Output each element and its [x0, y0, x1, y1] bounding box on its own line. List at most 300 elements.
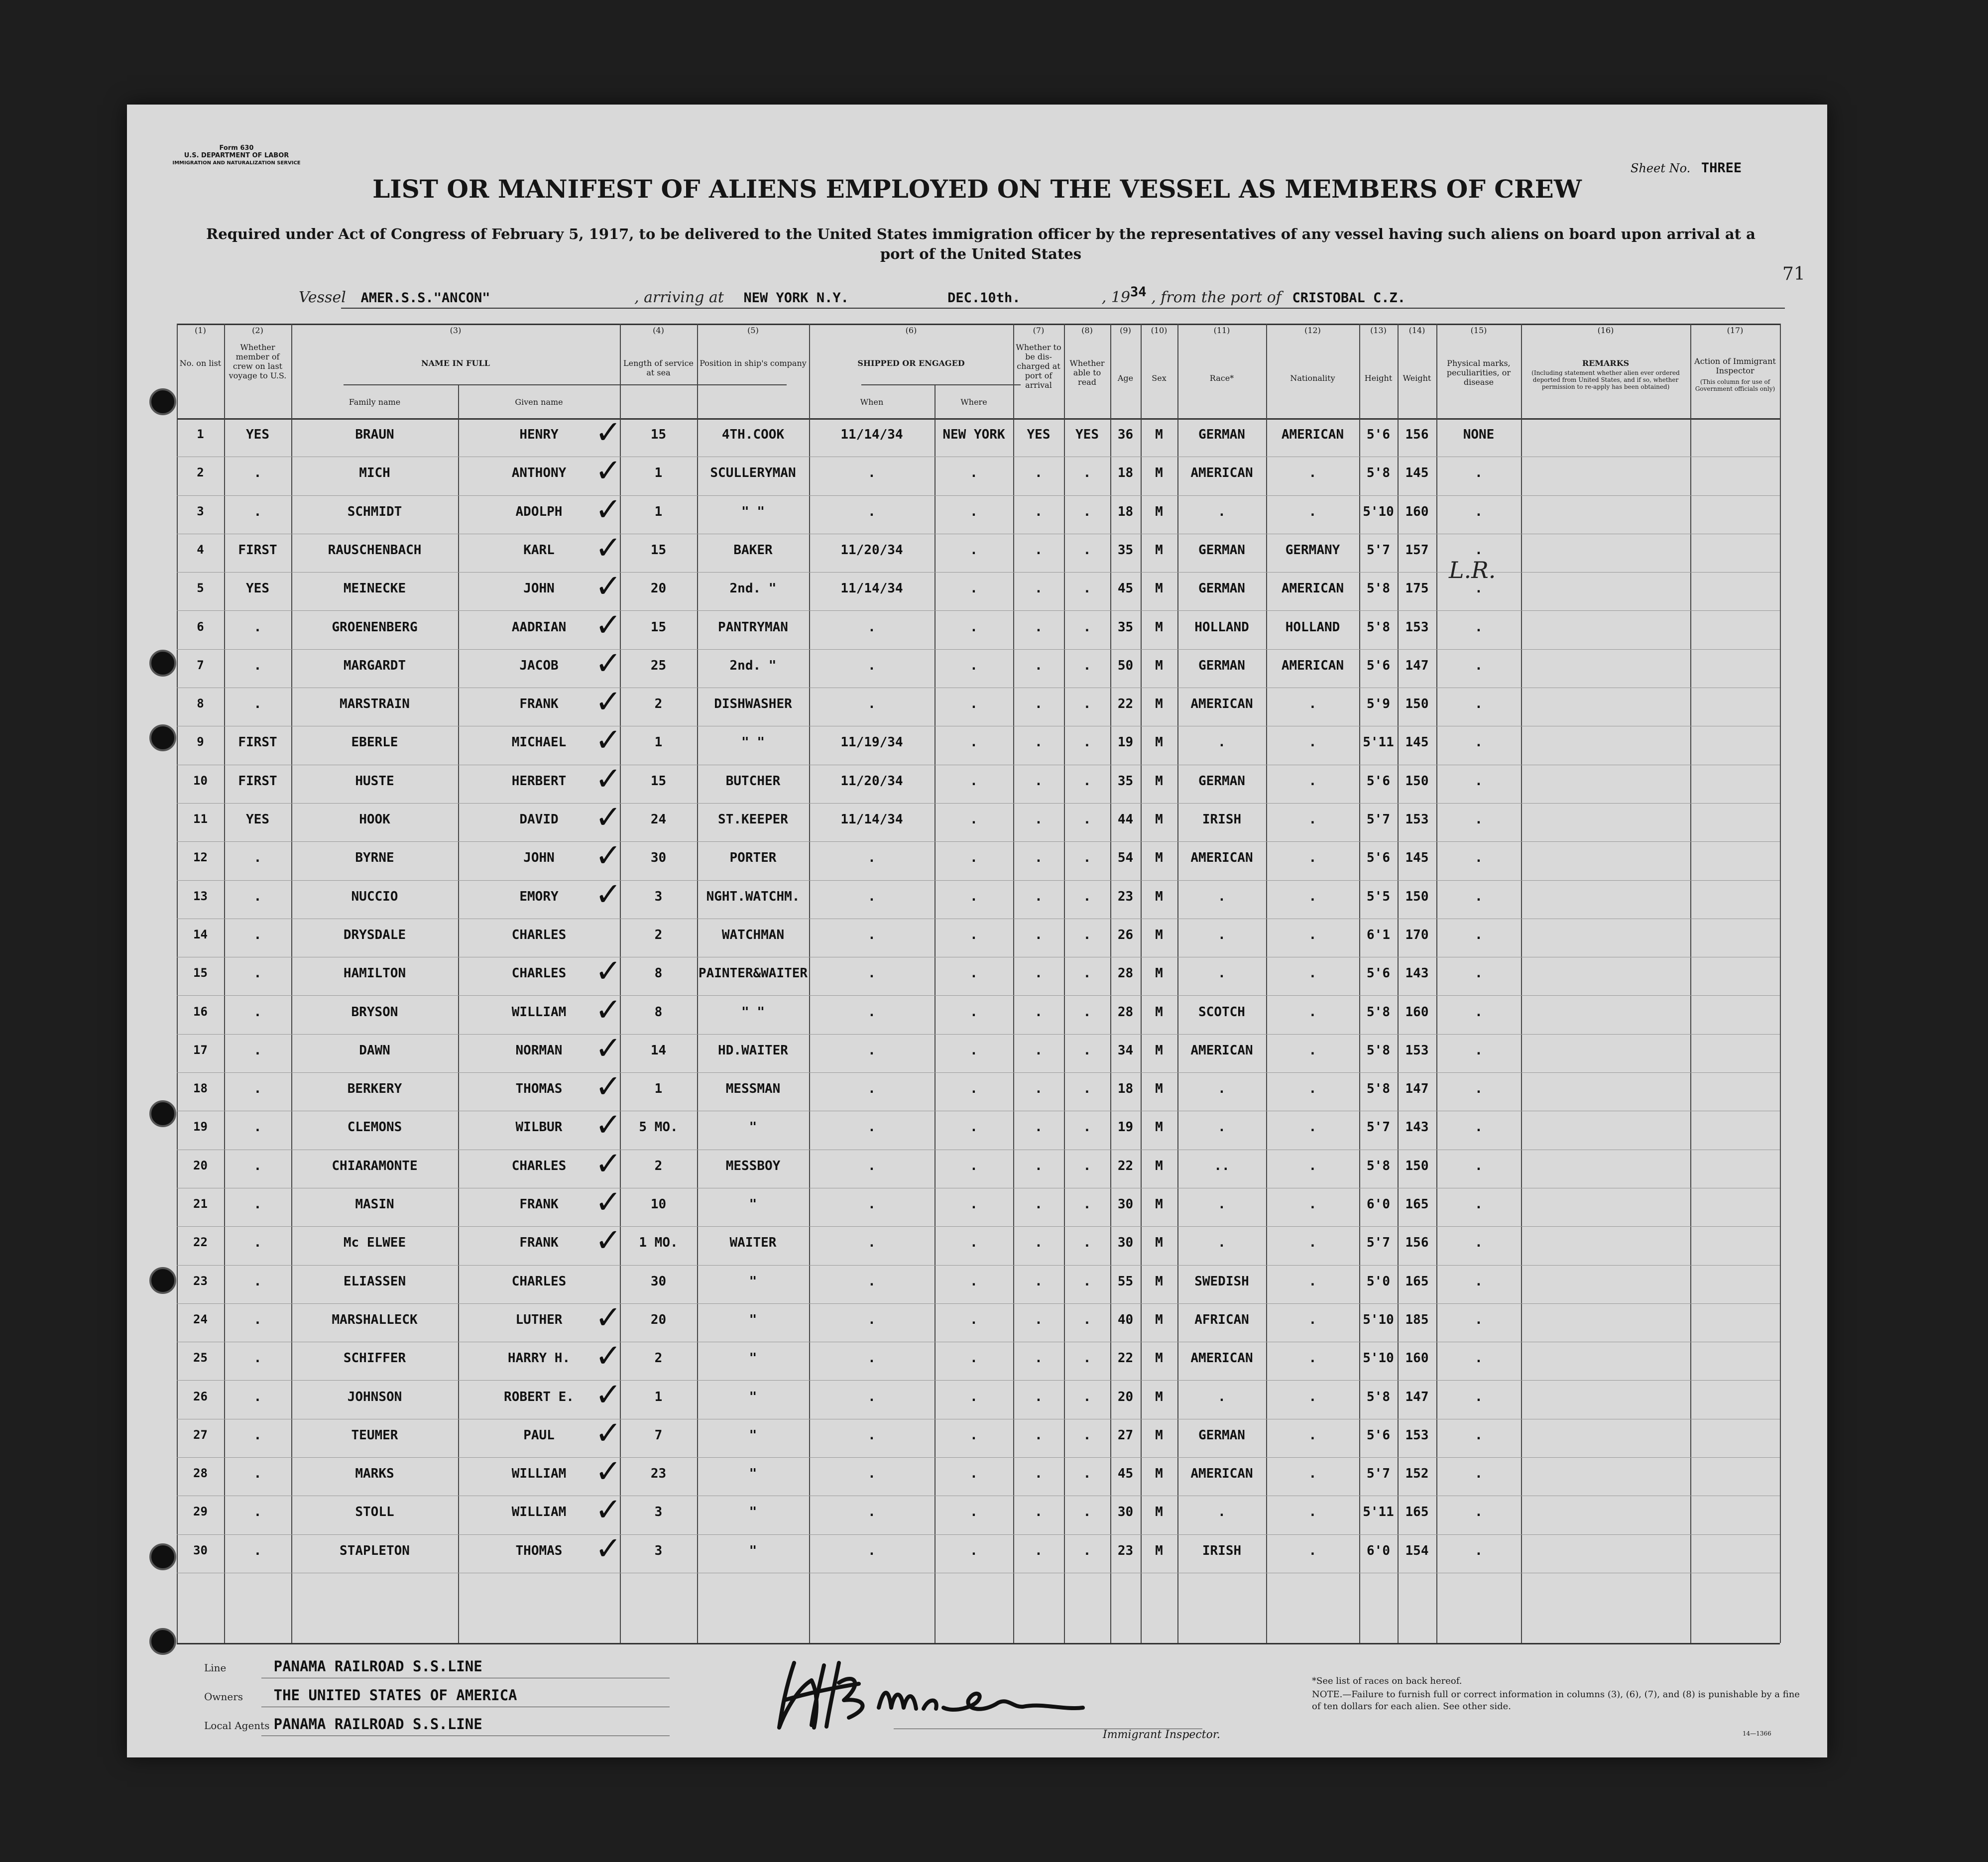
cell-height: 5'10: [1363, 504, 1394, 519]
cell-family-name: MARSTRAIN: [340, 697, 410, 712]
cell-when: .: [868, 1004, 876, 1020]
cell-no: 20: [193, 1158, 208, 1172]
cell-weight: 175: [1405, 581, 1429, 596]
table-row: [177, 799, 1780, 841]
cell-discharged: .: [1035, 619, 1043, 635]
penalty-note: NOTE.—Failure to furnish full or correct information in columns (3), (6), (7), and (8) is punishable by a fine of ten dollars for each alien. See other side.: [1312, 1689, 1800, 1712]
cell-discharged: .: [1035, 927, 1043, 942]
cell-last-voyage: .: [253, 619, 262, 635]
header-race: Race*: [1209, 373, 1234, 383]
cell-race: GERMAN: [1198, 658, 1245, 673]
cell-discharged: .: [1035, 966, 1043, 981]
cell-marks: .: [1475, 773, 1483, 789]
cell-discharged: .: [1035, 735, 1043, 750]
cell-given-name: CHARLES: [511, 966, 567, 981]
cell-when: .: [868, 889, 876, 904]
cell-given-name: FRANK: [519, 697, 559, 712]
cell-discharged: .: [1035, 1389, 1043, 1404]
table-row: [177, 1030, 1780, 1072]
cell-weight: 145: [1405, 850, 1429, 866]
cell-when: 11/19/34: [840, 735, 903, 750]
cell-nationality: .: [1308, 1158, 1317, 1173]
cell-read: .: [1083, 927, 1091, 942]
cell-last-voyage: .: [253, 1505, 262, 1520]
cell-given-name: LUTHER: [515, 1312, 563, 1327]
cell-sex: M: [1155, 1043, 1163, 1058]
table-row: [177, 491, 1780, 534]
cell-height: 5'7: [1367, 1120, 1390, 1135]
cell-family-name: GROENENBERG: [332, 619, 418, 635]
cell-family-name: HOOK: [359, 812, 390, 827]
cell-height: 5'8: [1367, 1158, 1390, 1173]
cell-read: .: [1083, 504, 1091, 519]
cell-age: 28: [1117, 1004, 1134, 1020]
cell-read: .: [1083, 542, 1091, 558]
cell-family-name: MASIN: [355, 1197, 394, 1212]
cell-read: .: [1083, 581, 1091, 596]
cell-when: .: [868, 1043, 876, 1058]
cell-sex: M: [1155, 1158, 1163, 1173]
cell-age: 26: [1117, 927, 1134, 942]
col-number: (6): [905, 326, 917, 335]
cell-last-voyage: .: [253, 1351, 262, 1366]
cell-age: 35: [1117, 542, 1134, 558]
cell-length: 20: [650, 581, 667, 596]
cell-height: 6'1: [1367, 927, 1390, 942]
cell-discharged: .: [1035, 850, 1043, 866]
checkmark-icon: ✓: [595, 1222, 622, 1260]
cell-marks: .: [1475, 1235, 1483, 1251]
col-number: (7): [1033, 326, 1045, 335]
cell-race: GERMAN: [1198, 773, 1245, 789]
checkmark-icon: ✓: [595, 1453, 622, 1491]
cell-given-name: NORMAN: [515, 1043, 563, 1058]
cell-no: 17: [193, 1043, 208, 1057]
col-number: (13): [1370, 326, 1387, 335]
checkmark-icon: ✓: [595, 876, 622, 913]
cell-no: 7: [197, 658, 204, 672]
cell-marks: .: [1475, 581, 1483, 596]
cell-read: .: [1083, 1466, 1091, 1482]
cell-height: 5'8: [1367, 1389, 1390, 1404]
cell-length: 1: [654, 1081, 663, 1097]
cell-height: 5'8: [1367, 466, 1390, 481]
cell-when: .: [868, 1389, 876, 1404]
cell-when: .: [868, 466, 876, 481]
cell-discharged: .: [1035, 1197, 1043, 1212]
cell-discharged: .: [1035, 1351, 1043, 1366]
cell-length: 5 MO.: [639, 1120, 678, 1135]
cell-where: .: [970, 581, 978, 596]
race-note: *See list of races on back hereof.: [1312, 1676, 1462, 1686]
cell-age: 45: [1117, 581, 1134, 596]
cell-marks: .: [1475, 735, 1483, 750]
cell-marks: NONE: [1463, 427, 1495, 442]
checkmark-icon: ✓: [595, 722, 622, 759]
cell-discharged: .: [1035, 542, 1043, 558]
table-row: [177, 1338, 1780, 1380]
cell-marks: .: [1475, 1466, 1483, 1482]
cell-discharged: .: [1035, 1081, 1043, 1097]
cell-age: 18: [1117, 466, 1134, 481]
cell-no: 24: [193, 1312, 208, 1326]
cell-given-name: DAVID: [519, 812, 559, 827]
cell-no: 6: [197, 619, 204, 634]
cell-height: 5'10: [1363, 1351, 1394, 1366]
cell-race: .: [1218, 1389, 1226, 1404]
table-row: [177, 1414, 1780, 1457]
checkmark-icon: ✓: [595, 645, 622, 682]
cell-height: 6'0: [1367, 1197, 1390, 1212]
cell-read: .: [1083, 1351, 1091, 1366]
cell-read: .: [1083, 1004, 1091, 1020]
cell-marks: .: [1475, 619, 1483, 635]
cell-age: 54: [1117, 850, 1134, 866]
cell-where: .: [970, 1389, 978, 1404]
cell-nationality: .: [1308, 1543, 1317, 1558]
cell-discharged: .: [1035, 1235, 1043, 1251]
departure-port: CRISTOBAL C.Z.: [1292, 290, 1406, 306]
cell-discharged: .: [1035, 658, 1043, 673]
inspector-signature: [764, 1653, 1123, 1738]
cell-sex: M: [1155, 619, 1163, 635]
checkmark-icon: ✓: [595, 453, 622, 490]
cell-given-name: ADOLPH: [515, 504, 563, 519]
cell-marks: .: [1475, 1389, 1483, 1404]
cell-height: 5'6: [1367, 427, 1390, 442]
cell-length: 14: [650, 1043, 667, 1058]
cell-where: .: [970, 1427, 978, 1443]
table-row: [177, 1265, 1780, 1303]
cell-family-name: HAMILTON: [343, 966, 406, 981]
cell-where: .: [970, 1081, 978, 1097]
cell-when: .: [868, 619, 876, 635]
cell-weight: 165: [1405, 1505, 1429, 1520]
cell-last-voyage: .: [253, 1043, 262, 1058]
cell-when: .: [868, 1427, 876, 1443]
cell-position: ": [749, 1351, 757, 1366]
cell-weight: 145: [1405, 466, 1429, 481]
vessel-line: [299, 284, 1406, 306]
agents-value: PANAMA RAILROAD S.S.LINE: [273, 1716, 482, 1733]
cell-when: 11/20/34: [840, 542, 903, 558]
cell-nationality: .: [1308, 697, 1317, 712]
cell-no: 19: [193, 1120, 208, 1134]
cell-age: 22: [1117, 1158, 1134, 1173]
cell-family-name: SCHMIDT: [347, 504, 402, 519]
punch-hole: [149, 1543, 176, 1570]
checkmark-icon: ✓: [595, 799, 622, 836]
cell-age: 22: [1117, 697, 1134, 712]
cell-family-name: DRYSDALE: [343, 927, 406, 942]
cell-sex: M: [1155, 1235, 1163, 1251]
cell-where: .: [970, 658, 978, 673]
cell-race: .: [1218, 889, 1226, 904]
cell-marks: .: [1475, 1351, 1483, 1366]
table-row: [177, 876, 1780, 919]
arrival-port: NEW YORK N.Y.: [743, 290, 849, 306]
cell-age: 36: [1117, 427, 1134, 442]
cell-age: 34: [1117, 1043, 1134, 1058]
table-row: [177, 414, 1780, 457]
cell-given-name: THOMAS: [515, 1543, 563, 1558]
cell-weight: 147: [1405, 1389, 1429, 1404]
cell-length: 15: [650, 427, 667, 442]
cell-no: 11: [193, 812, 208, 826]
handwritten-annotation: L.R.: [1449, 557, 1496, 583]
cell-race: AMERICAN: [1190, 1466, 1253, 1482]
cell-family-name: MARKS: [355, 1466, 394, 1482]
cell-where: .: [970, 1505, 978, 1520]
cell-sex: M: [1155, 1427, 1163, 1443]
cell-given-name: MICHAEL: [511, 735, 567, 750]
checkmark-icon: ✓: [595, 1184, 622, 1221]
cell-last-voyage: .: [253, 658, 262, 673]
table-row: [177, 1184, 1780, 1226]
table-row: [177, 1145, 1780, 1188]
cell-last-voyage: YES: [246, 581, 269, 596]
cell-marks: .: [1475, 889, 1483, 904]
sheet-label: Sheet No.: [1631, 161, 1691, 175]
cell-given-name: ROBERT E.: [504, 1389, 574, 1404]
cell-last-voyage: FIRST: [238, 735, 277, 750]
cell-discharged: .: [1035, 1043, 1043, 1058]
cell-read: .: [1083, 773, 1091, 789]
cell-height: 5'8: [1367, 619, 1390, 635]
punch-hole: [149, 1628, 176, 1655]
form-number: Form 630: [219, 144, 254, 152]
cell-height: 5'8: [1367, 581, 1390, 596]
cell-read: .: [1083, 850, 1091, 866]
table-row: [177, 1376, 1780, 1419]
cell-age: 30: [1117, 1235, 1134, 1251]
cell-where: .: [970, 1466, 978, 1482]
cell-marks: .: [1475, 812, 1483, 827]
cell-marks: .: [1475, 927, 1483, 942]
punch-hole: [149, 388, 176, 415]
cell-when: .: [868, 966, 876, 981]
cell-race: SCOTCH: [1198, 1004, 1245, 1020]
cell-discharged: .: [1035, 504, 1043, 519]
cell-read: .: [1083, 1543, 1091, 1558]
col-number: (16): [1597, 326, 1614, 335]
cell-race: SWEDISH: [1194, 1274, 1249, 1289]
cell-where: .: [970, 1543, 978, 1558]
cell-position: 4TH.COOK: [721, 427, 785, 442]
cell-nationality: .: [1308, 1120, 1317, 1135]
cell-no: 9: [197, 735, 204, 749]
cell-height: 5'7: [1367, 542, 1390, 558]
cell-sex: M: [1155, 1505, 1163, 1520]
page-subtitle: Required under Act of Congress of February 5, 1917, to be delivered to the United States immigration officer by the representatives of any vessel having such aliens on board upon arrival at a port of the United States: [206, 226, 1755, 262]
cell-family-name: SCHIFFER: [343, 1351, 406, 1366]
cell-last-voyage: .: [253, 966, 262, 981]
cell-age: 30: [1117, 1505, 1134, 1520]
cell-position: ": [749, 1505, 757, 1520]
cell-last-voyage: .: [253, 1004, 262, 1020]
table-row: [177, 919, 1780, 957]
table-row: [177, 837, 1780, 880]
cell-last-voyage: YES: [246, 427, 269, 442]
cell-length: 1 MO.: [639, 1235, 678, 1251]
cell-marks: .: [1475, 1543, 1483, 1558]
header-where: Where: [960, 397, 987, 407]
cell-age: 18: [1117, 504, 1134, 519]
cell-race: .: [1218, 1081, 1226, 1097]
cell-age: 22: [1117, 1351, 1134, 1366]
cell-nationality: AMERICAN: [1281, 658, 1344, 673]
checkmark-icon: ✓: [595, 1530, 622, 1567]
cell-height: 5'7: [1367, 1466, 1390, 1482]
cell-weight: 150: [1405, 773, 1429, 789]
header-name-in-full: NAME IN FULL: [421, 358, 490, 368]
cell-last-voyage: .: [253, 1235, 262, 1251]
table-row: [177, 606, 1780, 649]
cell-race: AFRICAN: [1194, 1312, 1249, 1327]
cell-where: .: [970, 1351, 978, 1366]
cell-position: WAITER: [729, 1235, 777, 1251]
cell-discharged: .: [1035, 1312, 1043, 1327]
cell-when: .: [868, 1158, 876, 1173]
cell-weight: 153: [1405, 812, 1429, 827]
cell-race: .: [1218, 735, 1226, 750]
checkmark-icon: ✓: [595, 991, 622, 1029]
checkmark-icon: ✓: [595, 837, 622, 875]
cell-discharged: .: [1035, 812, 1043, 827]
cell-marks: .: [1475, 966, 1483, 981]
checkmark-icon: ✓: [595, 1068, 622, 1106]
cell-given-name: HARRY H.: [507, 1351, 571, 1366]
cell-weight: 153: [1405, 1427, 1429, 1443]
cell-family-name: ELIASSEN: [343, 1274, 406, 1289]
cell-nationality: .: [1308, 1235, 1317, 1251]
footer-line-row: [204, 1658, 482, 1675]
cell-length: 30: [650, 850, 667, 866]
cell-nationality: .: [1308, 889, 1317, 904]
cell-length: 24: [650, 812, 667, 827]
cell-height: 5'8: [1367, 1043, 1390, 1058]
sheet-number: [1631, 160, 1742, 176]
cell-discharged: .: [1035, 1158, 1043, 1173]
cell-length: 7: [654, 1427, 663, 1443]
cell-position: ": [749, 1389, 757, 1404]
cell-marks: .: [1475, 1158, 1483, 1173]
cell-where: .: [970, 542, 978, 558]
cell-last-voyage: .: [253, 504, 262, 519]
cell-read: .: [1083, 1043, 1091, 1058]
cell-family-name: BYRNE: [355, 850, 394, 866]
cell-read: .: [1083, 966, 1091, 981]
header-last-voyage: Whether member of crew on last voyage to U.S.: [229, 343, 287, 380]
cell-when: .: [868, 1197, 876, 1212]
cell-when: .: [868, 1466, 876, 1482]
cell-height: 5'6: [1367, 658, 1390, 673]
cell-weight: 150: [1405, 889, 1429, 904]
cell-where: .: [970, 504, 978, 519]
cell-given-name: CHARLES: [511, 927, 567, 942]
cell-family-name: HUSTE: [355, 773, 394, 789]
cell-sex: M: [1155, 1466, 1163, 1482]
checkmark-icon: ✓: [595, 568, 622, 605]
print-code: 14—1366: [1743, 1730, 1771, 1737]
cell-nationality: .: [1308, 1312, 1317, 1327]
cell-last-voyage: .: [253, 1158, 262, 1173]
cell-race: AMERICAN: [1190, 850, 1253, 866]
form-info: [147, 144, 326, 167]
cell-height: 5'7: [1367, 1235, 1390, 1251]
checkmark-icon: ✓: [595, 1414, 622, 1452]
cell-height: 5'5: [1367, 889, 1390, 904]
cell-sex: M: [1155, 1197, 1163, 1212]
cell-length: 2: [654, 1158, 663, 1173]
crew-table: [177, 324, 1780, 1643]
cell-when: .: [868, 1505, 876, 1520]
cell-race: GERMAN: [1198, 427, 1245, 442]
cell-family-name: JOHNSON: [347, 1389, 402, 1404]
cell-height: 5'0: [1367, 1274, 1390, 1289]
cell-last-voyage: .: [253, 1197, 262, 1212]
cell-age: 18: [1117, 1081, 1134, 1097]
vessel-label: Vessel: [299, 289, 346, 306]
cell-no: 26: [193, 1389, 208, 1403]
cell-sex: M: [1155, 658, 1163, 673]
cell-read: .: [1083, 1505, 1091, 1520]
cell-length: 23: [650, 1466, 667, 1482]
cell-weight: 147: [1405, 658, 1429, 673]
checkmark-icon: ✓: [595, 414, 622, 451]
cell-weight: 153: [1405, 1043, 1429, 1058]
cell-nationality: .: [1308, 927, 1317, 942]
cell-when: .: [868, 1081, 876, 1097]
cell-where: .: [970, 1274, 978, 1289]
cell-height: 5'10: [1363, 1312, 1394, 1327]
col-number: (5): [747, 326, 759, 335]
cell-given-name: CHARLES: [511, 1274, 567, 1289]
checkmark-icon: ✓: [595, 1492, 622, 1529]
vessel-name: AMER.S.S."ANCON": [360, 290, 490, 306]
cell-discharged: .: [1035, 1543, 1043, 1558]
vessel-underline: [341, 308, 1785, 309]
cell-last-voyage: .: [253, 889, 262, 904]
cell-position: HD.WAITER: [718, 1043, 788, 1058]
owners-value: THE UNITED STATES OF AMERICA: [273, 1687, 517, 1704]
cell-marks: .: [1475, 697, 1483, 712]
cell-read: .: [1083, 1312, 1091, 1327]
cell-when: 11/14/34: [840, 812, 903, 827]
cell-marks: .: [1475, 850, 1483, 866]
cell-read: .: [1083, 466, 1091, 481]
table-row: [177, 1068, 1780, 1111]
checkmark-icon: ✓: [595, 684, 622, 721]
cell-when: .: [868, 658, 876, 673]
cell-read: YES: [1075, 427, 1099, 442]
cell-last-voyage: .: [253, 850, 262, 866]
service: IMMIGRATION AND NATURALIZATION SERVICE: [172, 160, 301, 166]
cell-when: .: [868, 1274, 876, 1289]
cell-age: 28: [1117, 966, 1134, 981]
cell-weight: 156: [1405, 427, 1429, 442]
cell-race: GERMAN: [1198, 581, 1245, 596]
cell-when: .: [868, 1235, 876, 1251]
cell-family-name: CHIARAMONTE: [332, 1158, 418, 1173]
year-prefix: , 19: [1101, 289, 1131, 306]
cell-nationality: .: [1308, 1351, 1317, 1366]
cell-sex: M: [1155, 889, 1163, 904]
cell-position: ": [749, 1274, 757, 1289]
cell-race: AMERICAN: [1190, 1043, 1253, 1058]
cell-marks: .: [1475, 466, 1483, 481]
cell-length: 1: [654, 735, 663, 750]
